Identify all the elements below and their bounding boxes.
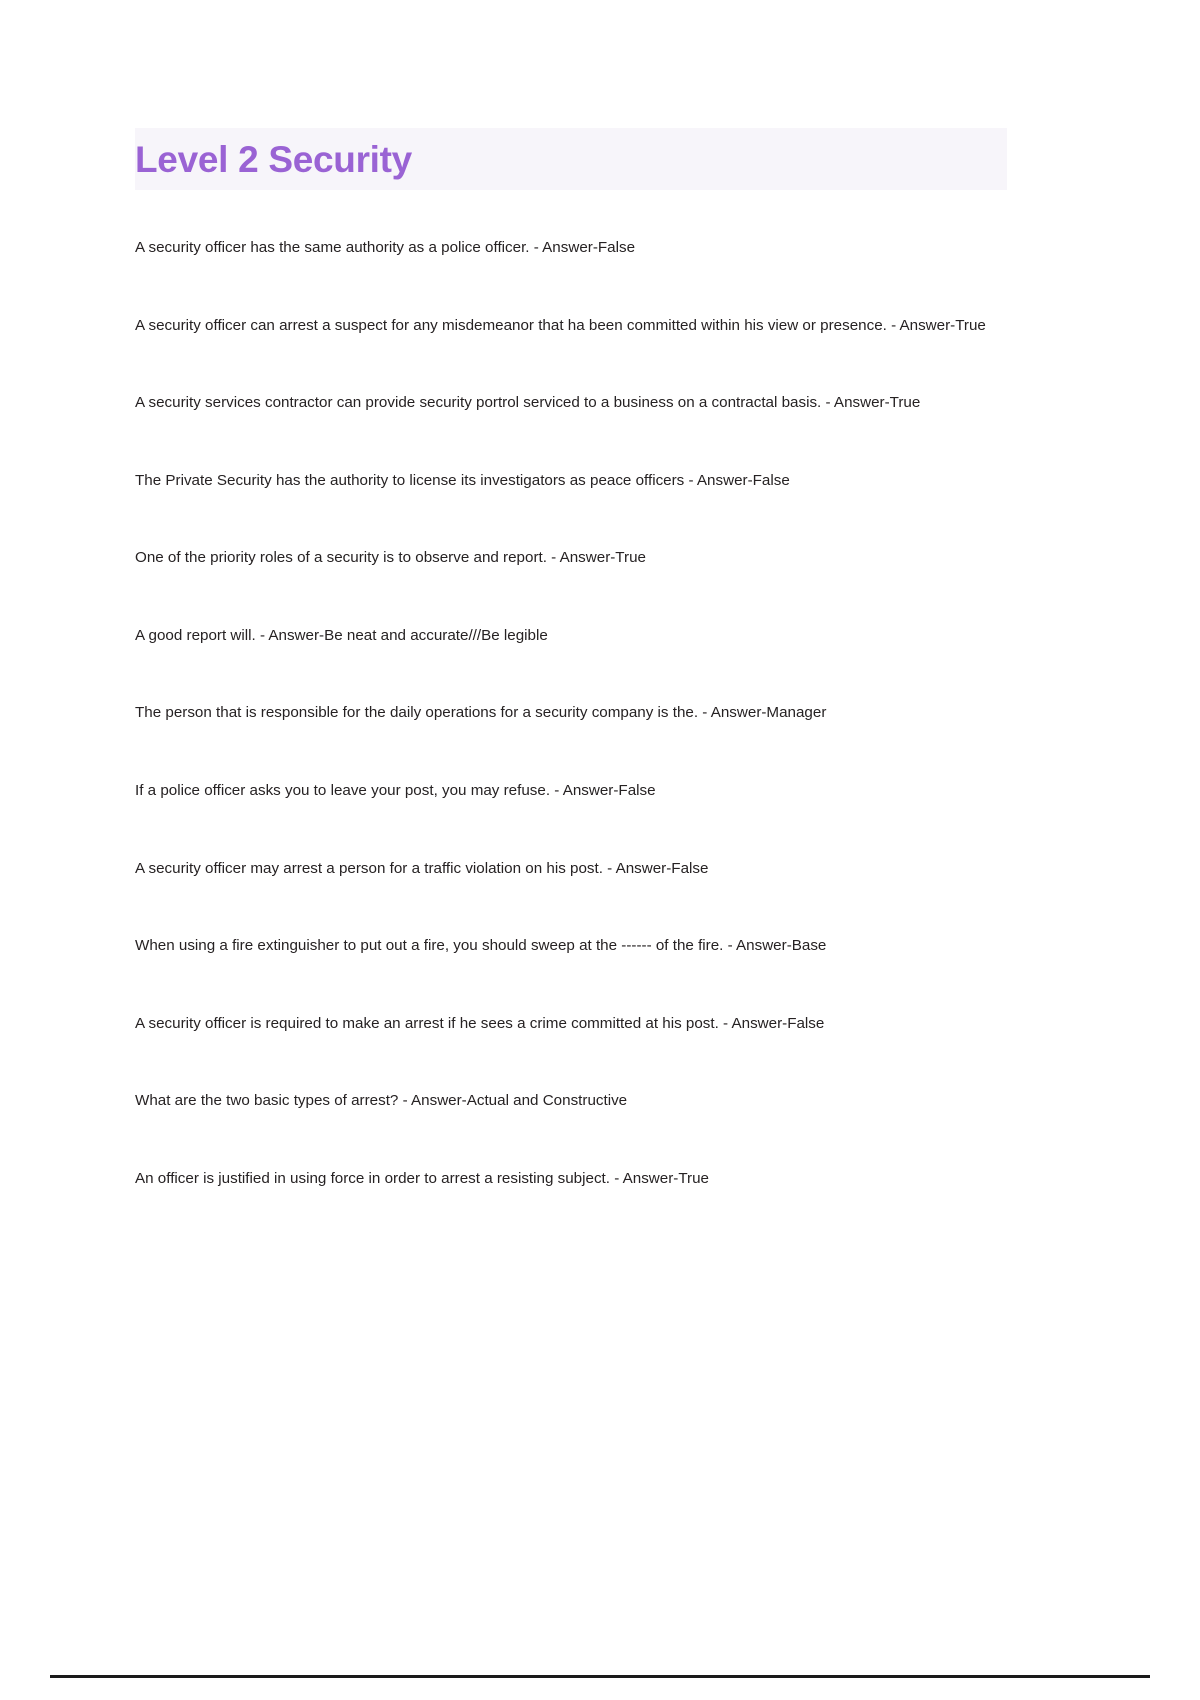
qa-item: One of the priority roles of a security is to observe and report. - Answer-True bbox=[135, 549, 646, 567]
title-banner bbox=[135, 128, 1007, 190]
qa-item: A security officer may arrest a person for a traffic violation on his post. - Answer-False bbox=[135, 859, 709, 877]
qa-item: When using a fire extinguisher to put out a fire, you should sweep at the ------ of the fire. - Answer-Base bbox=[135, 937, 827, 955]
qa-item: A security officer has the same authority as a police officer. - Answer-False bbox=[135, 239, 636, 256]
qa-item: If a police officer asks you to leave your post, you may refuse. - Answer-False bbox=[135, 781, 656, 799]
page-title: Level 2 Security bbox=[135, 138, 412, 180]
qa-item: An officer is justified in using force in order to arrest a resisting subject. - Answer-True bbox=[135, 1169, 709, 1187]
document-content bbox=[135, 128, 1007, 1190]
qa-item: A security officer is required to make an arrest if he sees a crime committed at his post. - Answer-False bbox=[135, 1014, 825, 1032]
qa-item: The Private Security has the authority to license its investigators as peace officers - Answer-False bbox=[135, 471, 790, 489]
qa-item: A security services contractor can provide security portrol serviced to a business on a contractal basis. - Answer-True bbox=[135, 394, 921, 412]
qa-item: A security officer can arrest a suspect for any misdemeanor that ha been committed within his view or presence. - Answer-True bbox=[135, 316, 986, 334]
qa-item: The person that is responsible for the daily operations for a security company is the. - Answer-Manager bbox=[135, 704, 827, 722]
qa-item: A good report will. - Answer-Be neat and accurate///Be legible bbox=[135, 626, 548, 644]
qa-item: What are the two basic types of arrest? - Answer-Actual and Constructive bbox=[135, 1092, 628, 1110]
qa-list bbox=[135, 236, 1007, 1190]
page-bottom-divider bbox=[50, 1675, 1150, 1678]
